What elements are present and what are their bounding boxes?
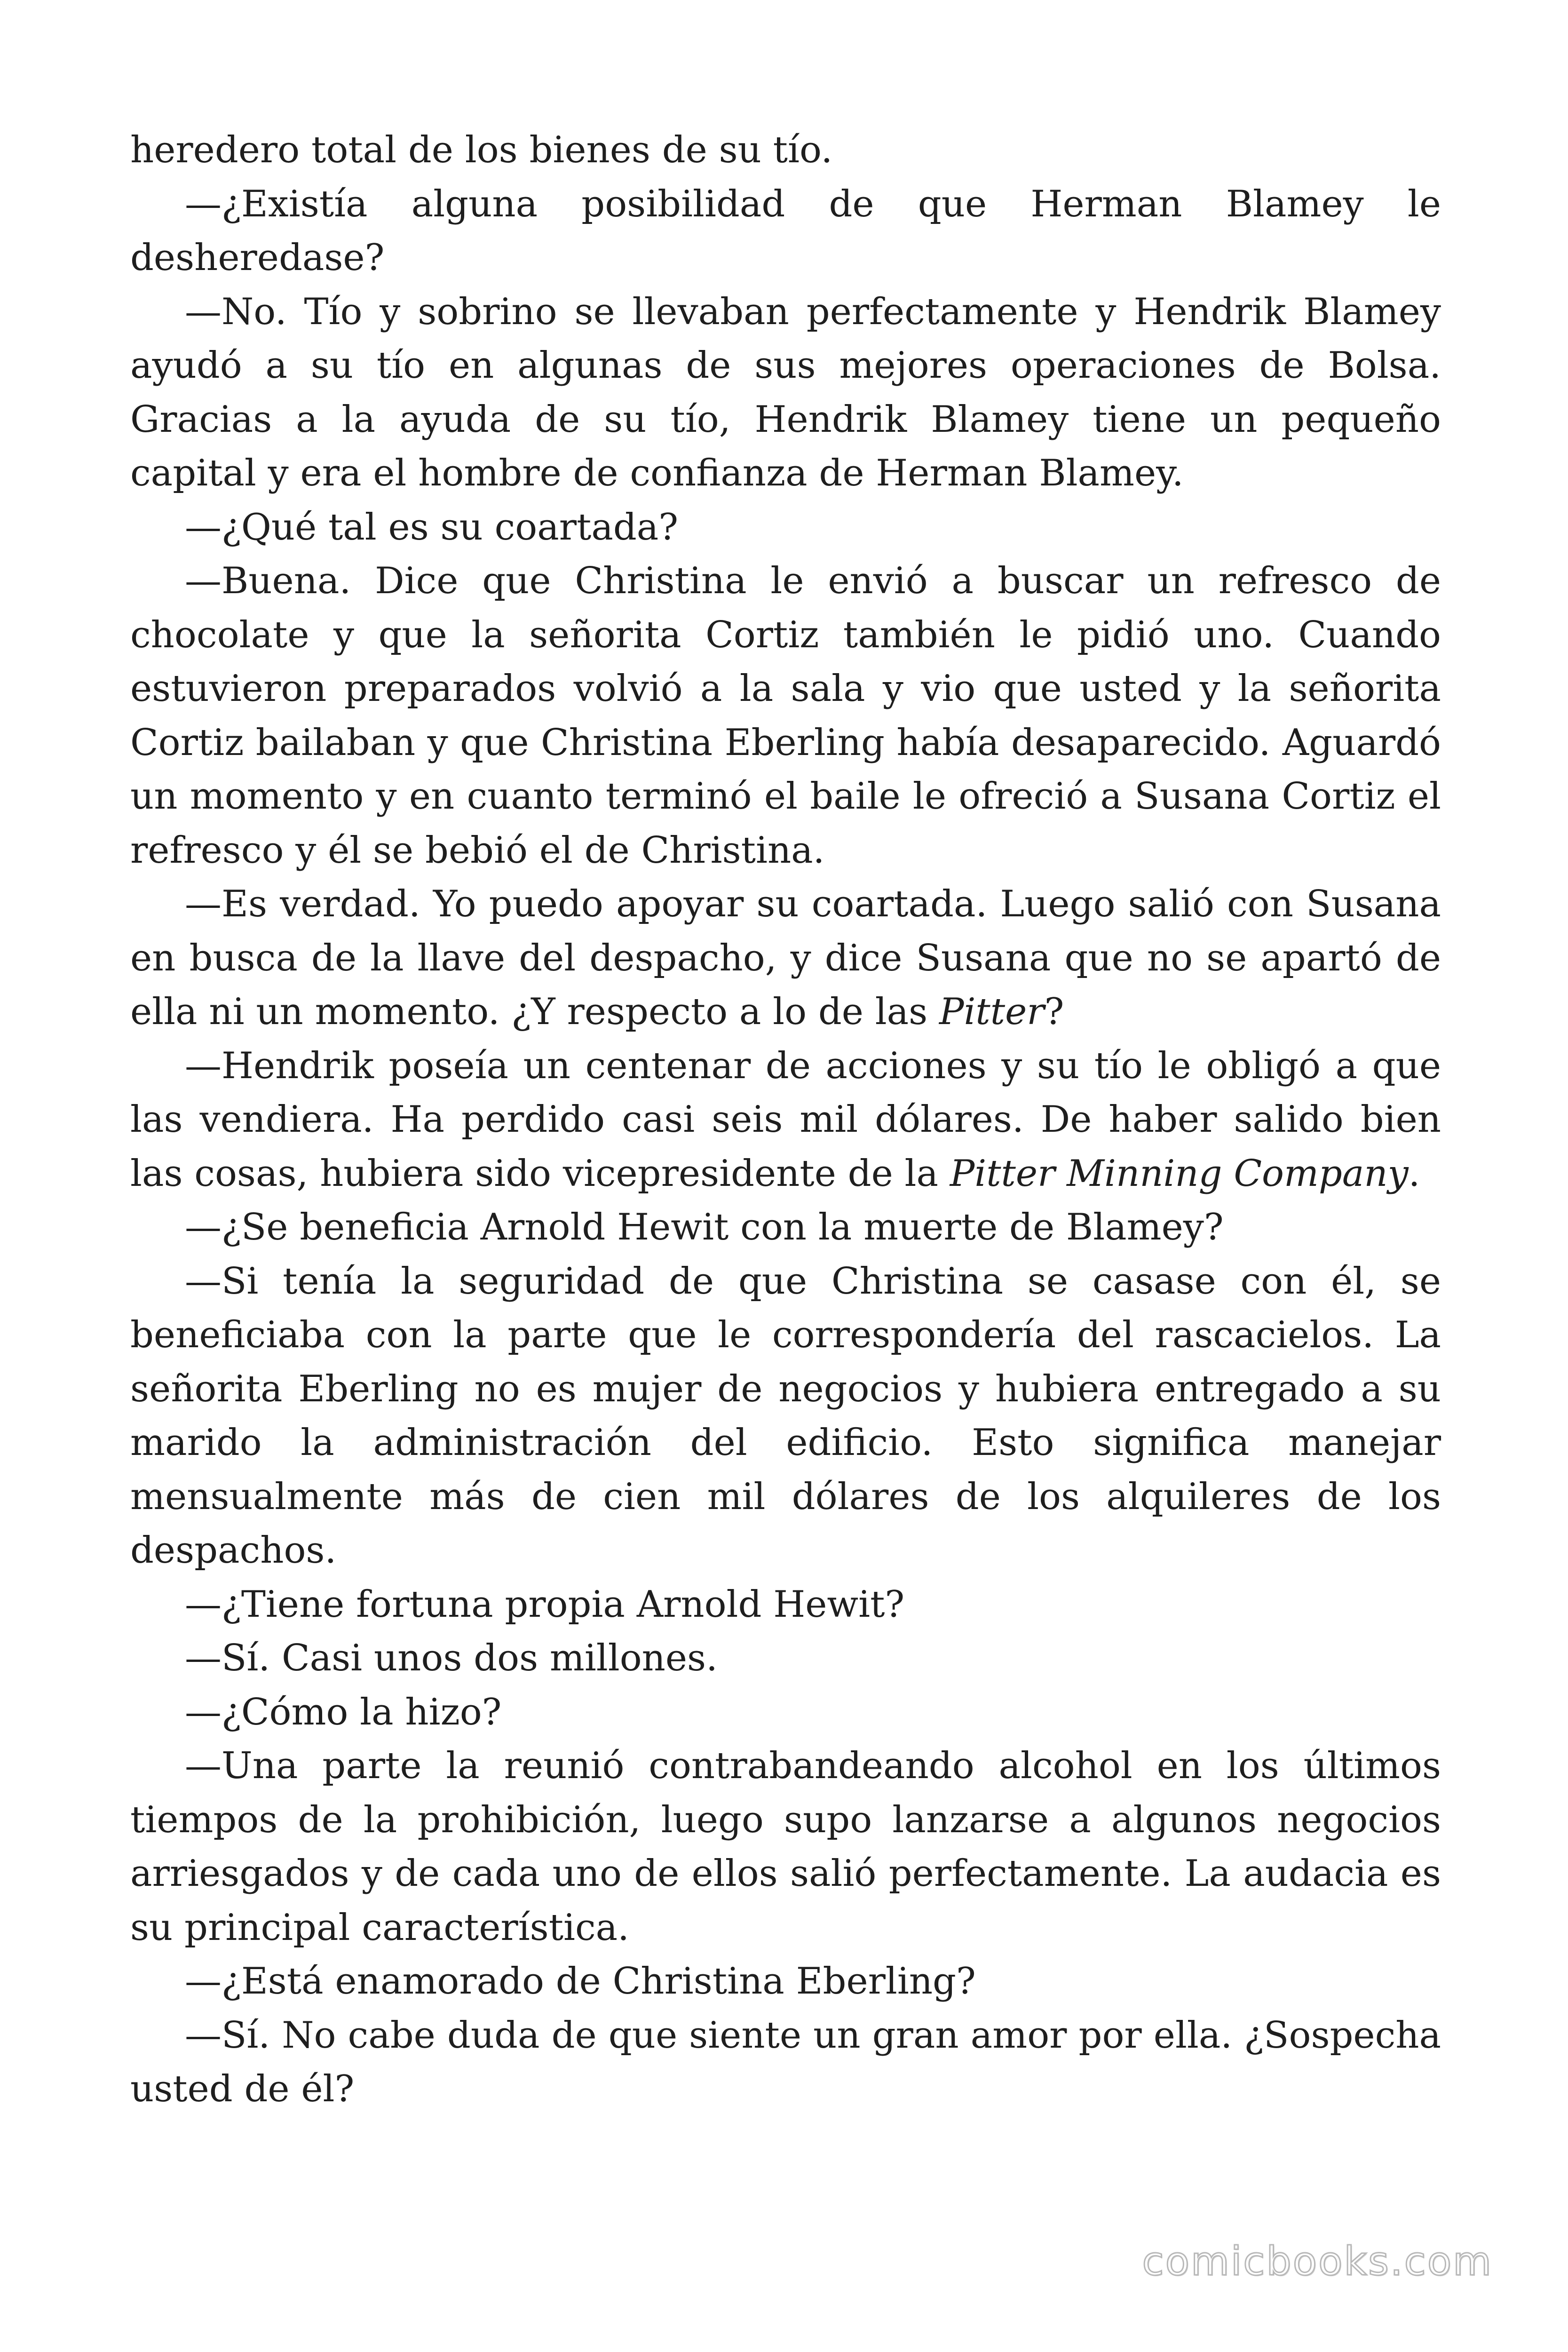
paragraph-6: [130, 877, 1441, 1039]
page-body: [130, 123, 1441, 2116]
paragraph-1: heredero total de los bienes de su tío.: [130, 129, 833, 171]
paragraph-6-italic: Pitter: [939, 991, 1045, 1033]
paragraph-8: —¿Se beneficia Arnold Hewit con la muerte de Blamey?: [185, 1206, 1224, 1248]
paragraph-7-text-a: —Hendrik poseía un centenar de acciones y su tío le obligó a que las vendiera. Ha perdido casi seis mil dólares. De haber salido bien las cosas, hubiera sido vicepresidente de la: [130, 1044, 1441, 1195]
paragraph-5: —Buena. Dice que Christina le envió a buscar un refresco de chocolate y que la señorita Cortiz también le pidió uno. Cuando estuvieron preparados volvió a la sala y vio que usted y la señorita Cortiz bailaban y que Christina Eberling había desaparecido. Aguardó un momento y en cuanto terminó el baile le ofreció a Susana Cortiz el refresco y él se bebió el de Christina.: [130, 560, 1441, 872]
paragraph-7: [130, 1039, 1441, 1201]
paragraph-12: —¿Cómo la hizo?: [185, 1691, 502, 1733]
paragraph-10: —¿Tiene fortuna propia Arnold Hewit?: [185, 1583, 905, 1626]
paragraph-6-text-b: ?: [1044, 991, 1064, 1033]
paragraph-7-italic: Pitter Minning Company: [950, 1152, 1409, 1195]
paragraph-11: —Sí. Casi unos dos millones.: [185, 1637, 718, 1679]
paragraph-2: —¿Existía alguna posibilidad de que Herman Blamey le desheredase?: [130, 183, 1441, 279]
paragraph-15: —Sí. No cabe duda de que siente un gran amor por ella. ¿Sospecha usted de él?: [130, 2014, 1441, 2110]
paragraph-14: —¿Está enamorado de Christina Eberling?: [185, 1960, 976, 2002]
paragraph-4: —¿Qué tal es su coartada?: [185, 506, 679, 548]
watermark: comicbooks.com: [1142, 2238, 1493, 2284]
paragraph-6-text-a: —Es verdad. Yo puedo apoyar su coartada. Luego salió con Susana en busca de la llave del despacho, y dice Susana que no se apartó de ella ni un momento. ¿Y respecto a lo de las: [130, 883, 1441, 1033]
paragraph-13: —Una parte la reunió contrabandeando alcohol en los últimos tiempos de la prohibición, luego supo lanzarse a algunos negocios arriesgados y de cada uno de ellos salió perfectamente. La audacia es su principal característica.: [130, 1745, 1441, 1949]
paragraph-7-text-b: .: [1408, 1152, 1420, 1195]
paragraph-3: —No. Tío y sobrino se llevaban perfectamente y Hendrik Blamey ayudó a su tío en algunas de sus mejores operaciones de Bolsa. Gracias a la ayuda de su tío, Hendrik Blamey tiene un pequeño capital y era el hombre de confianza de Herman Blamey.: [130, 290, 1441, 494]
paragraph-9: —Si tenía la seguridad de que Christina se casase con él, se beneficiaba con la parte que le correspondería del rascacielos. La señorita Eberling no es mujer de negocios y hubiera entregado a su marido la administración del edificio. Esto significa manejar mensualmente más de cien mil dólares de los alquileres de los despachos.: [130, 1260, 1441, 1572]
